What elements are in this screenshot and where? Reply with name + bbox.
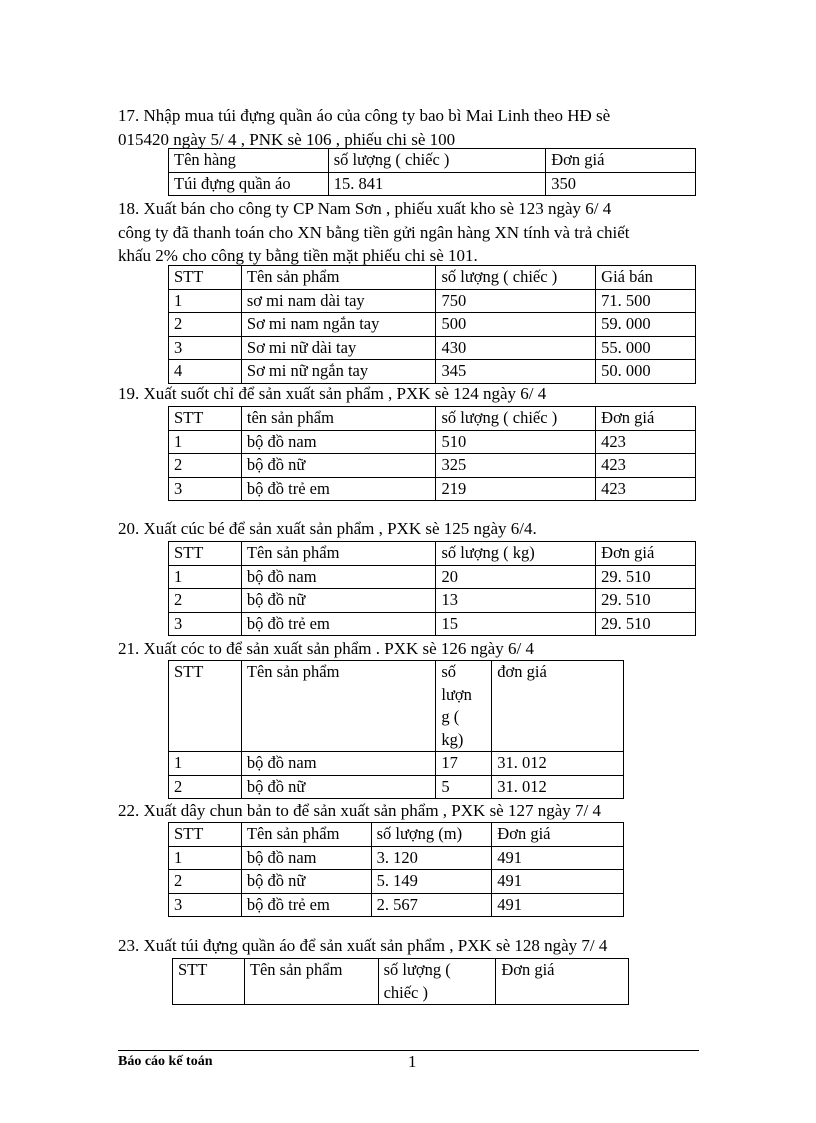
- table-cell: 345: [436, 360, 596, 384]
- table-cell: 500: [436, 313, 596, 337]
- section-23-text: [118, 934, 607, 958]
- text-line: 17. Nhập mua túi đựng quần áo của công ty bao bì Mai Linh theo HĐ sè: [118, 106, 611, 125]
- table-cell: bộ đồ nữ: [241, 870, 371, 894]
- header-line: g (: [441, 707, 460, 726]
- table-cell: 2: [169, 870, 242, 894]
- table-row: [169, 870, 624, 894]
- table-cell: đơn giá: [492, 661, 624, 752]
- table-cell: Tên sản phẩm: [241, 823, 371, 847]
- section-22-text: [118, 799, 601, 823]
- table-cell: 430: [436, 336, 596, 360]
- table-cell: Đơn giá: [492, 823, 624, 847]
- table-cell: Tên sản phẩm: [241, 661, 436, 752]
- table-row: [169, 893, 624, 917]
- text-line: 19. Xuất suốt chỉ để sản xuất sản phẩm , PXK sè 124 ngày 6/ 4: [118, 384, 547, 403]
- text-line: 22. Xuất dây chun bản to để sản xuất sản phẩm , PXK sè 127 ngày 7/ 4: [118, 801, 601, 820]
- table-cell: 31. 012: [492, 775, 624, 799]
- table-cell: bộ đồ nam: [241, 565, 436, 589]
- text-line: 21. Xuất cóc to để sản xuất sản phẩm . PXK sè 126 ngày 6/ 4: [118, 639, 534, 658]
- table-cell: 3: [169, 612, 242, 636]
- table-row: [169, 336, 696, 360]
- table-cell: Đơn giá: [546, 149, 696, 173]
- table-row: [169, 565, 696, 589]
- table-20: [168, 541, 696, 636]
- header-line: số lượng (: [383, 960, 451, 979]
- table-cell: bộ đồ nữ: [241, 775, 436, 799]
- table-cell: bộ đồ trẻ em: [241, 893, 371, 917]
- page-number: 1: [408, 1052, 417, 1071]
- table-cell: 219: [436, 477, 596, 501]
- table-cell: 59. 000: [596, 313, 696, 337]
- table-row: [169, 289, 696, 313]
- header-line: lượn: [441, 684, 472, 704]
- table-cell: 1: [169, 846, 242, 870]
- table-cell: 423: [596, 430, 696, 454]
- header-line: số: [441, 662, 457, 681]
- table-cell: bộ đồ nam: [241, 430, 436, 454]
- table-cell: Đơn giá: [596, 407, 696, 431]
- table-cell: STT: [169, 823, 242, 847]
- table-cell: Sơ mi nam ngắn tay: [241, 313, 436, 337]
- table-cell-quantity-header: [378, 959, 496, 1005]
- table-cell: 3. 120: [371, 846, 492, 870]
- table-cell: số lượng (m): [371, 823, 492, 847]
- table-cell: 1: [169, 565, 242, 589]
- table-cell: 510: [436, 430, 596, 454]
- table-cell: STT: [169, 266, 242, 290]
- table-cell: 5. 149: [371, 870, 492, 894]
- table-cell: số lượng ( chiếc ): [328, 149, 546, 173]
- table-row: [169, 313, 696, 337]
- table-cell: 15. 841: [328, 172, 546, 196]
- table-cell: Sơ mi nữ dài tay: [241, 336, 436, 360]
- table-cell: 750: [436, 289, 596, 313]
- table-cell: 491: [492, 870, 624, 894]
- table-cell: 5: [436, 775, 492, 799]
- table-cell: 13: [436, 589, 596, 613]
- table-cell: Giá bán: [596, 266, 696, 290]
- table-cell: số lượng ( chiếc ): [436, 407, 596, 431]
- table-18: [168, 265, 696, 384]
- table-cell: 491: [492, 846, 624, 870]
- table-cell: 3: [169, 893, 242, 917]
- table-cell: 2. 567: [371, 893, 492, 917]
- table-cell: 17: [436, 752, 492, 776]
- table-cell: 3: [169, 336, 242, 360]
- table-cell: 2: [169, 775, 242, 799]
- footer-divider: [118, 1050, 699, 1051]
- text-line: công ty đã thanh toán cho XN bằng tiền gửi ngân hàng XN tính và trả chiết: [118, 222, 630, 242]
- table-row: [169, 752, 624, 776]
- header-line: chiếc ): [383, 982, 428, 1002]
- section-21-text: [118, 637, 534, 661]
- table-cell: 423: [596, 477, 696, 501]
- table-17: [168, 148, 696, 196]
- table-cell: 2: [169, 454, 242, 478]
- table-cell: sơ mi nam dài tay: [241, 289, 436, 313]
- table-row: [173, 959, 629, 1005]
- table-row: [169, 589, 696, 613]
- table-cell: Đơn giá: [496, 959, 629, 1005]
- table-row: [169, 542, 696, 566]
- table-row: [169, 149, 696, 173]
- table-cell: STT: [173, 959, 245, 1005]
- text-line: 20. Xuất cúc bé để sản xuất sản phẩm , PXK sè 125 ngày 6/4.: [118, 519, 537, 538]
- table-22: [168, 822, 624, 917]
- table-cell: bộ đồ nữ: [241, 454, 436, 478]
- text-line: 23. Xuất túi đựng quần áo để sản xuất sản phẩm , PXK sè 128 ngày 7/ 4: [118, 936, 608, 955]
- table-cell: tên sản phẩm: [241, 407, 436, 431]
- section-19-text: [118, 382, 546, 406]
- table-cell: Sơ mi nữ ngắn tay: [241, 360, 436, 384]
- table-cell: bộ đồ nữ: [241, 589, 436, 613]
- table-cell: Đơn giá: [596, 542, 696, 566]
- table-cell: Tên sản phẩm: [244, 959, 378, 1005]
- table-19: [168, 406, 696, 501]
- table-row: [169, 266, 696, 290]
- table-row: [169, 775, 624, 799]
- table-row: [169, 823, 624, 847]
- table-cell: 1: [169, 430, 242, 454]
- table-cell: bộ đồ trẻ em: [241, 612, 436, 636]
- table-row: [169, 407, 696, 431]
- text-line: 18. Xuất bán cho công ty CP Nam Sơn , phiếu xuất kho sè 123 ngày 6/ 4: [118, 199, 612, 218]
- table-cell: 325: [436, 454, 596, 478]
- section-18-text: [118, 197, 630, 268]
- table-row: [169, 612, 696, 636]
- table-cell: 71. 500: [596, 289, 696, 313]
- table-cell: STT: [169, 407, 242, 431]
- text-line: 015420 ngày 5/ 4 , PNK sè 106 , phiếu chi sè 100: [118, 129, 456, 149]
- table-cell: bộ đồ trẻ em: [241, 477, 436, 501]
- table-cell: 50. 000: [596, 360, 696, 384]
- table-cell: Túi đựng quần áo: [169, 172, 329, 196]
- table-cell: số lượng ( kg): [436, 542, 596, 566]
- table-cell: 491: [492, 893, 624, 917]
- header-line: kg): [441, 729, 464, 749]
- table-21: [168, 660, 624, 799]
- table-cell: 2: [169, 313, 242, 337]
- table-cell-quantity-header: [436, 661, 492, 752]
- table-cell: STT: [169, 542, 242, 566]
- table-cell: bộ đồ nam: [241, 752, 436, 776]
- table-cell: STT: [169, 661, 242, 752]
- table-row: [169, 846, 624, 870]
- table-cell: 4: [169, 360, 242, 384]
- table-row: [169, 430, 696, 454]
- table-cell: 29. 510: [596, 565, 696, 589]
- table-cell: 55. 000: [596, 336, 696, 360]
- table-cell: 29. 510: [596, 612, 696, 636]
- table-cell: 15: [436, 612, 596, 636]
- table-row: [169, 454, 696, 478]
- table-cell: Tên sản phẩm: [241, 266, 436, 290]
- table-cell: 29. 510: [596, 589, 696, 613]
- table-cell: 1: [169, 289, 242, 313]
- table-cell: 423: [596, 454, 696, 478]
- table-row: [169, 360, 696, 384]
- table-cell: 2: [169, 589, 242, 613]
- table-cell: 350: [546, 172, 696, 196]
- table-23: [172, 958, 629, 1005]
- table-row: [169, 172, 696, 196]
- table-row: [169, 661, 624, 752]
- table-cell: Tên sản phẩm: [241, 542, 436, 566]
- footer-title: Báo cáo kế toán: [118, 1054, 213, 1069]
- text-line: khấu 2% cho công ty bằng tiền mặt phiếu chi sè 101.: [118, 246, 478, 265]
- section-20-text: [118, 517, 537, 541]
- table-cell: 1: [169, 752, 242, 776]
- table-cell: số lượng ( chiếc ): [436, 266, 596, 290]
- table-cell: bộ đồ nam: [241, 846, 371, 870]
- table-row: [169, 477, 696, 501]
- table-cell: 20: [436, 565, 596, 589]
- table-cell: 3: [169, 477, 242, 501]
- table-cell: 31. 012: [492, 752, 624, 776]
- section-17-text: [118, 104, 610, 151]
- table-cell: Tên hàng: [169, 149, 329, 173]
